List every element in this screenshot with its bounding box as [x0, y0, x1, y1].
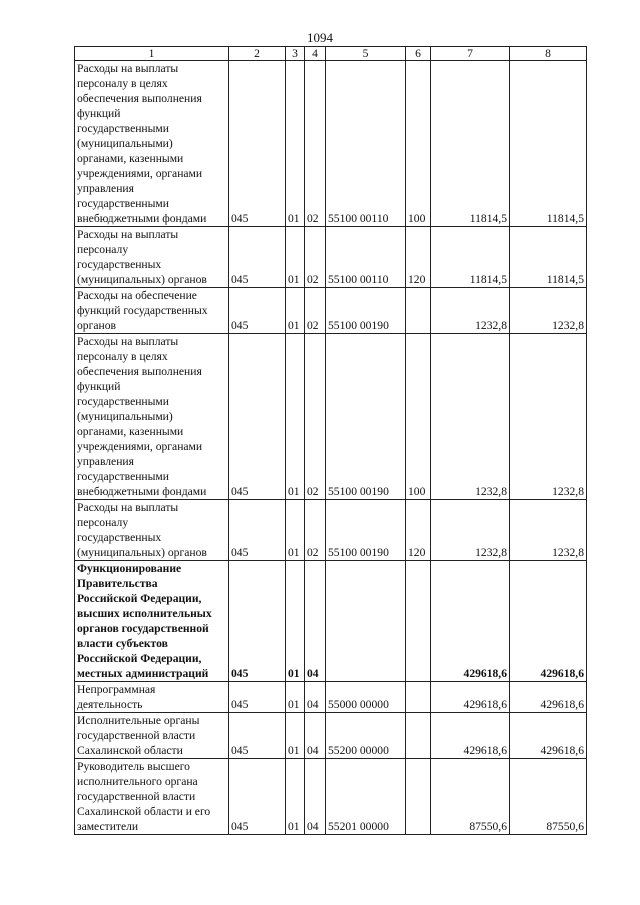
subsection-code: 04 — [305, 682, 326, 713]
section-code: 01 — [286, 288, 305, 334]
row-name-line: Исполнительные органы — [77, 714, 200, 727]
row-name-line: органами, казенными — [77, 425, 184, 438]
row-name-line: государственных — [77, 531, 162, 544]
row-name-line: заместители — [77, 820, 139, 833]
amount-column-7: 1232,8 — [431, 334, 510, 500]
row-name-line: (муниципальными) — [77, 137, 173, 150]
table-row — [75, 500, 587, 561]
target-article-code: 55100 00190 — [326, 334, 406, 500]
row-name-line: Расходы на выплаты — [77, 335, 179, 348]
amount-column-7: 429618,6 — [431, 561, 510, 682]
row-name-line: Руководитель высшего — [77, 760, 190, 773]
row-name-line: Расходы на выплаты — [77, 228, 179, 241]
row-name-line: (муниципальными) — [77, 410, 173, 423]
section-code: 01 — [286, 500, 305, 561]
row-name — [75, 334, 229, 500]
table-body — [75, 47, 587, 835]
column-header: 3 — [286, 47, 305, 61]
column-header: 2 — [229, 47, 286, 61]
row-name-line: государственной власти — [77, 729, 196, 742]
row-name-line: Российской Федерации, — [77, 652, 202, 665]
subsection-code: 04 — [305, 759, 326, 835]
header-row — [75, 47, 587, 61]
ministry-code: 045 — [229, 227, 286, 288]
row-name-line: исполнительного органа — [77, 775, 198, 788]
row-name-line: функций государственных — [77, 304, 208, 317]
amount-column-8: 429618,6 — [510, 713, 587, 759]
row-name — [75, 561, 229, 682]
column-header: 7 — [431, 47, 510, 61]
amount-column-8: 11814,5 — [510, 61, 587, 227]
subsection-code: 02 — [305, 227, 326, 288]
expense-type-code: 100 — [406, 61, 431, 227]
column-header: 1 — [75, 47, 229, 61]
budget-table — [74, 46, 587, 835]
row-name-line: Сахалинской области — [77, 744, 183, 757]
amount-column-7: 429618,6 — [431, 713, 510, 759]
row-name-line: функций — [77, 380, 121, 393]
row-name-line: Расходы на выплаты — [77, 501, 179, 514]
row-name-line: Российской Федерации, — [77, 592, 202, 605]
row-name-line: Функционирование — [77, 562, 182, 575]
section-code: 01 — [286, 713, 305, 759]
table-row — [75, 288, 587, 334]
subsection-code: 02 — [305, 334, 326, 500]
amount-column-7: 1232,8 — [431, 288, 510, 334]
row-name-line: Непрограммная — [77, 683, 156, 696]
ministry-code: 045 — [229, 713, 286, 759]
section-code: 01 — [286, 334, 305, 500]
row-name — [75, 288, 229, 334]
target-article-code: 55201 00000 — [326, 759, 406, 835]
amount-column-8: 429618,6 — [510, 682, 587, 713]
target-article-code: 55100 00190 — [326, 500, 406, 561]
column-header: 8 — [510, 47, 587, 61]
row-name-line: органами, казенными — [77, 152, 184, 165]
row-name-line: (муниципальных) органов — [77, 273, 207, 286]
row-name-line: учреждениями, органами — [77, 440, 203, 453]
amount-column-7: 1232,8 — [431, 500, 510, 561]
row-name-line: внебюджетными фондами — [77, 212, 207, 225]
subsection-code: 02 — [305, 288, 326, 334]
section-code: 01 — [286, 227, 305, 288]
amount-column-8: 87550,6 — [510, 759, 587, 835]
amount-column-8: 1232,8 — [510, 334, 587, 500]
row-name-line: органов — [77, 319, 116, 332]
row-name-line: персоналу в целях — [77, 350, 168, 363]
row-name-line: Правительства — [77, 577, 158, 590]
amount-column-8: 1232,8 — [510, 500, 587, 561]
expense-type-code — [406, 682, 431, 713]
section-code: 01 — [286, 561, 305, 682]
column-header: 6 — [406, 47, 431, 61]
table-row — [75, 561, 587, 682]
column-header: 4 — [305, 47, 326, 61]
table-row — [75, 759, 587, 835]
ministry-code: 045 — [229, 334, 286, 500]
row-name-line: обеспечения выполнения — [77, 92, 202, 105]
row-name-line: управления — [77, 455, 134, 468]
ministry-code: 045 — [229, 500, 286, 561]
section-code: 01 — [286, 61, 305, 227]
row-name-line: власти субъектов — [77, 637, 168, 650]
row-name-line: функций — [77, 107, 121, 120]
page-number: 1094 — [307, 30, 333, 45]
section-code: 01 — [286, 759, 305, 835]
target-article-code: 55100 00110 — [326, 61, 406, 227]
target-article-code: 55000 00000 — [326, 682, 406, 713]
row-name-line: органов государственной — [77, 622, 209, 635]
expense-type-code — [406, 561, 431, 682]
row-name-line: управления — [77, 182, 134, 195]
row-name-line: персоналу в целях — [77, 77, 168, 90]
ministry-code: 045 — [229, 288, 286, 334]
row-name-line: деятельность — [77, 698, 143, 711]
ministry-code: 045 — [229, 561, 286, 682]
subsection-code: 04 — [305, 561, 326, 682]
row-name-line: государственными — [77, 197, 169, 210]
row-name — [75, 713, 229, 759]
expense-type-code: 120 — [406, 227, 431, 288]
table-row — [75, 682, 587, 713]
row-name — [75, 61, 229, 227]
table-row — [75, 713, 587, 759]
subsection-code: 02 — [305, 500, 326, 561]
row-name-line: обеспечения выполнения — [77, 365, 202, 378]
row-name-line: государственными — [77, 122, 169, 135]
row-name — [75, 500, 229, 561]
row-name-line: местных администраций — [77, 667, 209, 680]
expense-type-code — [406, 759, 431, 835]
expense-type-code: 100 — [406, 334, 431, 500]
amount-column-7: 87550,6 — [431, 759, 510, 835]
row-name-line: учреждениями, органами — [77, 167, 203, 180]
target-article-code: 55100 00190 — [326, 288, 406, 334]
row-name — [75, 682, 229, 713]
ministry-code: 045 — [229, 61, 286, 227]
expense-type-code: 120 — [406, 500, 431, 561]
row-name-line: персоналу — [77, 243, 129, 256]
section-code: 01 — [286, 682, 305, 713]
amount-column-8: 11814,5 — [510, 227, 587, 288]
amount-column-7: 11814,5 — [431, 227, 510, 288]
row-name-line: Расходы на выплаты — [77, 62, 179, 75]
row-name-line: Сахалинской области и его — [77, 805, 211, 818]
target-article-code — [326, 561, 406, 682]
row-name-line: персоналу — [77, 516, 129, 529]
target-article-code: 55200 00000 — [326, 713, 406, 759]
target-article-code: 55100 00110 — [326, 227, 406, 288]
amount-column-8: 429618,6 — [510, 561, 587, 682]
subsection-code: 04 — [305, 713, 326, 759]
expense-type-code — [406, 288, 431, 334]
column-header: 5 — [326, 47, 406, 61]
table-row — [75, 227, 587, 288]
row-name — [75, 227, 229, 288]
ministry-code: 045 — [229, 759, 286, 835]
row-name-line: государственными — [77, 395, 169, 408]
amount-column-7: 11814,5 — [431, 61, 510, 227]
row-name-line: (муниципальных) органов — [77, 546, 207, 559]
row-name-line: государственными — [77, 470, 169, 483]
table-row — [75, 61, 587, 227]
table-row — [75, 334, 587, 500]
row-name-line: высших исполнительных — [77, 607, 212, 620]
row-name-line: государственных — [77, 258, 162, 271]
ministry-code: 045 — [229, 682, 286, 713]
row-name-line: государственной власти — [77, 790, 196, 803]
row-name-line: внебюджетными фондами — [77, 485, 207, 498]
subsection-code: 02 — [305, 61, 326, 227]
amount-column-8: 1232,8 — [510, 288, 587, 334]
row-name — [75, 759, 229, 835]
row-name-line: Расходы на обеспечение — [77, 289, 197, 302]
expense-type-code — [406, 713, 431, 759]
amount-column-7: 429618,6 — [431, 682, 510, 713]
